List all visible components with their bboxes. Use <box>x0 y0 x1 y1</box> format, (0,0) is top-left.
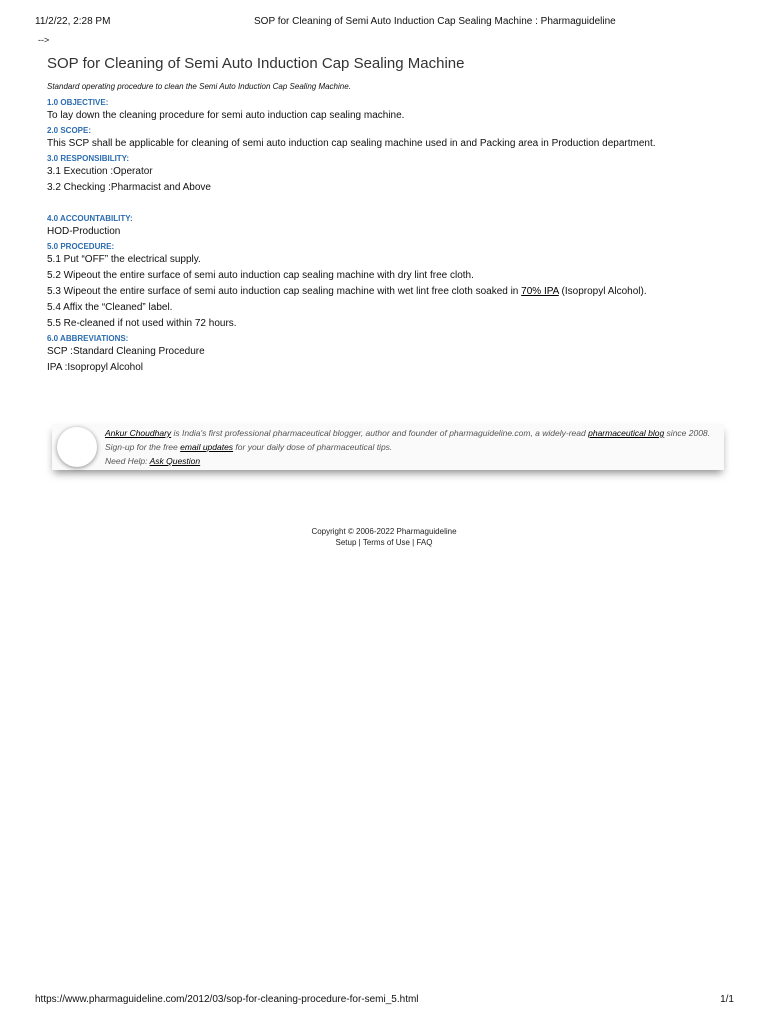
author-link[interactable]: Ankur Choudhary <box>105 428 172 438</box>
procedure-section <box>47 241 737 331</box>
abbreviation-item: SCP :Standard Cleaning Procedure <box>47 346 205 357</box>
author-bio-text: since 2008. Sign-up for the free <box>105 428 711 452</box>
objective-heading: 1.0 OBJECTIVE: <box>47 98 109 107</box>
copyright-text: Copyright © 2006-2022 Pharmaguideline <box>311 527 457 536</box>
print-datetime: 11/2/22, 2:28 PM <box>35 16 111 27</box>
responsibility-item: 3.2 Checking :Pharmacist and Above <box>47 182 211 193</box>
faq-link[interactable]: FAQ <box>416 538 433 547</box>
terms-link[interactable]: Terms of Use <box>362 538 410 547</box>
blog-link[interactable]: pharmaceutical blog <box>588 428 665 438</box>
procedure-step-text: (Isopropyl Alcohol). <box>558 286 647 297</box>
abbreviations-section <box>47 333 737 375</box>
stray-markup-text: --> <box>38 35 50 45</box>
article <box>47 54 737 377</box>
responsibility-section <box>47 153 737 195</box>
procedure-step: 5.1 Put “OFF” the electrical supply. <box>47 254 201 265</box>
scope-heading: 2.0 SCOPE: <box>47 126 92 135</box>
print-header <box>0 16 768 30</box>
print-page-title: SOP for Cleaning of Semi Auto Induction Cap Sealing Machine : Pharmaguideline <box>254 16 616 27</box>
author-avatar <box>57 427 97 467</box>
procedure-heading: 5.0 PROCEDURE: <box>47 242 115 251</box>
author-bio-text: is India's first professional pharmaceutical blogger, author and founder of pharmaguideline.com, a widely-read <box>171 428 589 438</box>
responsibility-heading: 3.0 RESPONSIBILITY: <box>47 154 130 163</box>
abbreviations-heading: 6.0 ABBREVIATIONS: <box>47 334 129 343</box>
spacer <box>47 197 737 213</box>
print-page-number: 1/1 <box>720 994 734 1005</box>
procedure-step <box>47 284 737 299</box>
responsibility-item: 3.1 Execution :Operator <box>47 166 153 177</box>
accountability-text: HOD-Production <box>47 226 121 237</box>
setup-link[interactable]: Setup <box>335 538 357 547</box>
intro-text: Standard operating procedure to clean the Semi Auto Induction Cap Sealing Machine. <box>47 82 351 91</box>
author-box <box>52 424 724 470</box>
procedure-step: 5.4 Affix the “Cleaned” label. <box>47 302 173 313</box>
email-updates-link[interactable]: email updates <box>180 442 234 452</box>
scope-section <box>47 125 737 151</box>
scope-text: This SCP shall be applicable for cleaning of semi auto induction cap sealing machine used in and Packing area in Production department. <box>47 138 656 149</box>
accountability-section <box>47 213 737 239</box>
procedure-step: 5.5 Re-cleaned if not used within 72 hours. <box>47 318 237 329</box>
author-bio-text: for your daily dose of pharmaceutical tips. <box>233 442 393 452</box>
author-bio <box>105 426 725 468</box>
footer-links <box>0 537 768 548</box>
site-footer <box>0 526 768 548</box>
ipa-link[interactable]: 70% IPA <box>521 286 559 297</box>
print-url: https://www.pharmaguideline.com/2012/03/sop-for-cleaning-procedure-for-semi_5.html <box>35 994 419 1005</box>
footer-separator: | <box>409 538 417 547</box>
ask-question-link[interactable]: Ask Question <box>149 456 201 466</box>
procedure-step: 5.2 Wipeout the entire surface of semi auto induction cap sealing machine with dry lint free cloth. <box>47 270 474 281</box>
objective-text: To lay down the cleaning procedure for semi auto induction cap sealing machine. <box>47 110 405 121</box>
footer-separator: | <box>356 538 363 547</box>
accountability-heading: 4.0 ACCOUNTABILITY: <box>47 214 133 223</box>
objective-section <box>47 97 737 123</box>
need-help-label: Need Help: <box>105 456 150 466</box>
page-title: SOP for Cleaning of Semi Auto Induction Cap Sealing Machine <box>47 55 465 72</box>
abbreviation-item: IPA :Isopropyl Alcohol <box>47 362 143 373</box>
procedure-step-text: 5.3 Wipeout the entire surface of semi auto induction cap sealing machine with wet lint free cloth soaked in <box>47 286 522 297</box>
